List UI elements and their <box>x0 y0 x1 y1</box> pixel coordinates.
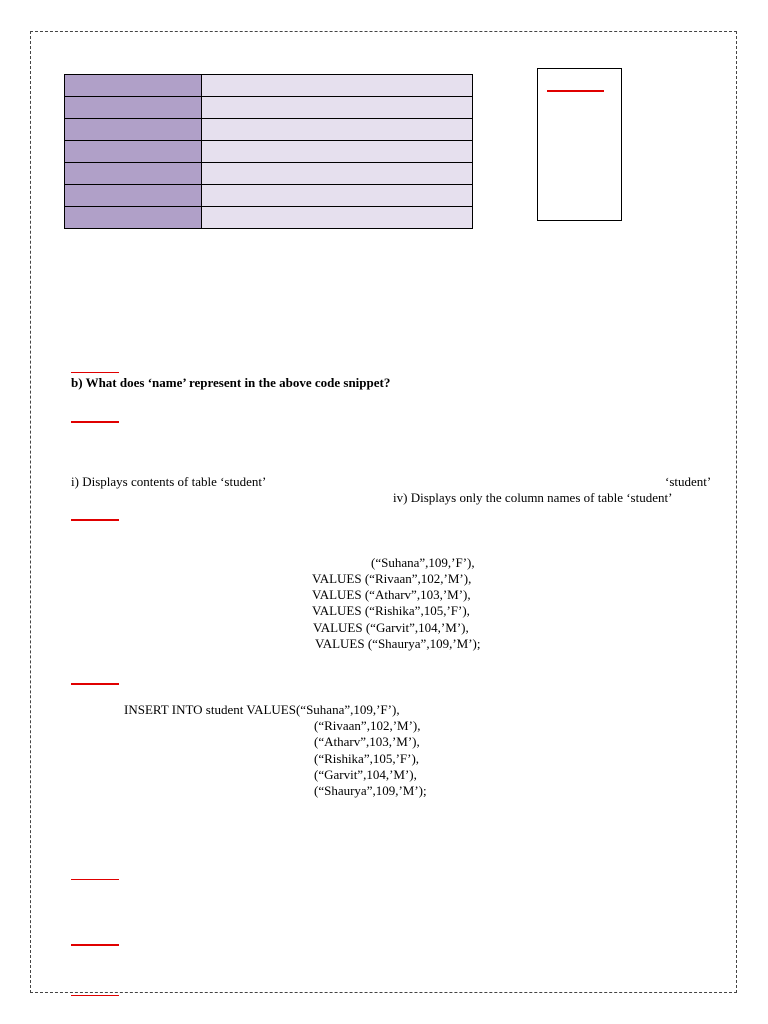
red-marker-line <box>71 372 119 373</box>
table-cell <box>65 185 202 207</box>
table-cell <box>202 207 473 229</box>
table-row <box>65 75 473 97</box>
code-line: VALUES (“Rivaan”,102,’M’), <box>312 571 472 586</box>
code-line: (“Rishika”,105,’F’), <box>314 751 420 766</box>
table-row <box>65 141 473 163</box>
red-marker-line <box>71 995 119 996</box>
red-marker-line <box>71 421 119 423</box>
code-line: (“Garvit”,104,’M’), <box>314 767 417 782</box>
red-marker-line <box>71 879 119 880</box>
option-right-fragment: ‘student’ <box>665 474 712 489</box>
code-line: VALUES (“Atharv”,103,’M’), <box>312 587 471 602</box>
table-cell <box>202 141 473 163</box>
code-line: VALUES (“Rishika”,105,’F’), <box>312 603 470 618</box>
red-marker-line <box>547 90 604 92</box>
table-row <box>65 185 473 207</box>
table-cell <box>65 97 202 119</box>
table-cell <box>65 141 202 163</box>
table-cell <box>65 163 202 185</box>
code-line: INSERT INTO student VALUES(“Suhana”,109,’F’), <box>124 702 400 717</box>
data-table <box>64 74 473 229</box>
table-row <box>65 97 473 119</box>
code-line: (“Atharv”,103,’M’), <box>314 734 420 749</box>
question-b-text: b) What does ‘name’ represent in the above code snippet? <box>71 375 391 390</box>
code-line: (“Suhana”,109,’F’), <box>371 555 475 570</box>
table-row <box>65 119 473 141</box>
code-line: VALUES (“Garvit”,104,’M’), <box>313 620 469 635</box>
table-cell <box>65 75 202 97</box>
table-cell <box>202 97 473 119</box>
code-line: (“Shaurya”,109,’M’); <box>314 783 427 798</box>
table-cell <box>202 119 473 141</box>
table-row <box>65 163 473 185</box>
table-row <box>65 207 473 229</box>
table-cell <box>65 207 202 229</box>
red-marker-line <box>71 944 119 946</box>
code-line: VALUES (“Shaurya”,109,’M’); <box>315 636 481 651</box>
table-cell <box>65 119 202 141</box>
table-cell <box>202 163 473 185</box>
table-cell <box>202 75 473 97</box>
option-i-text: i) Displays contents of table ‘student’ <box>71 474 267 489</box>
table-cell <box>202 185 473 207</box>
red-marker-line <box>71 519 119 521</box>
code-line: (“Rivaan”,102,’M’), <box>314 718 421 733</box>
option-iv-text: iv) Displays only the column names of table ‘student’ <box>393 490 673 505</box>
red-marker-line <box>71 683 119 685</box>
